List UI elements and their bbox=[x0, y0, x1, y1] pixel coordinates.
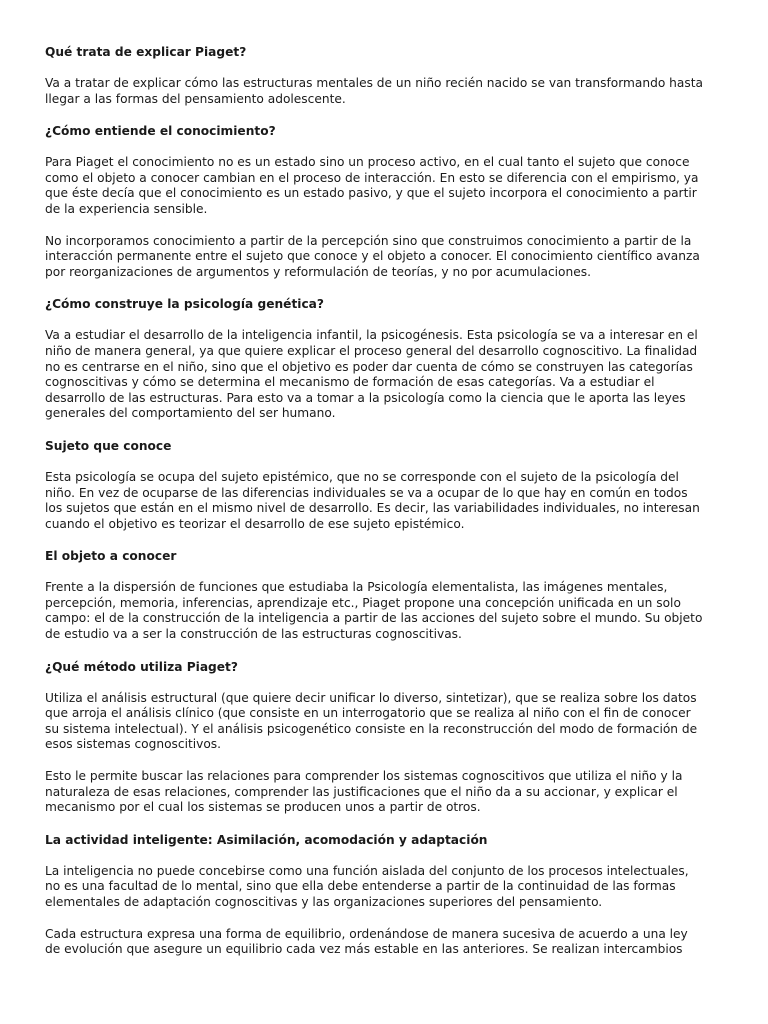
section-heading: ¿Cómo entiende el conocimiento? bbox=[45, 124, 276, 139]
section-metodo bbox=[45, 659, 724, 816]
section-heading: Qué trata de explicar Piaget? bbox=[45, 45, 247, 59]
paragraph: La inteligencia no puede concebirse como una función aislada del conjunto de los procesos intelectuales, no es una facultad de lo mental, sino que ella debe entenderse a partir de la continuidad de las formas elementales de adaptación cognoscitivas y las organizaciones superiores del pensamiento. bbox=[45, 863, 689, 909]
section-heading: El objeto a conocer bbox=[45, 549, 177, 564]
paragraph: Va a tratar de explicar cómo las estructuras mentales de un niño recién nacido se van transformando hasta llegar a las formas del pensamiento adolescente. bbox=[45, 76, 703, 106]
section-conocimiento bbox=[45, 123, 724, 280]
paragraph: Va a estudiar el desarrollo de la inteligencia infantil, la psicogénesis. Esta psicología se va a interesar en el niño de manera general, ya que quiere explicar el proceso general del desarrollo cognoscitivo. La finalidad no es centrarse en el niño, sino que el objetivo es poder dar cuenta de cómo se construyen las categorías cognoscitivas y cómo se determina el mecanismo de formación de esas categorías. Va a estudiar el desarrollo de las estructuras. Para esto va a tomar a la psicología como la ciencia que le aporta las leyes generales del comportamiento del ser humano. bbox=[45, 328, 698, 421]
section-heading: ¿Qué método utiliza Piaget? bbox=[45, 659, 238, 674]
paragraph: Frente a la dispersión de funciones que estudiaba la Psicología elementalista, las imágenes mentales, percepción, memoria, inferencias, aprendizaje etc., Piaget propone una concepción unificada en un solo campo: el de la construcción de la inteligencia a partir de las acciones del sujeto sobre el mundo. Su objeto de estudio va a ser la construcción de las estructuras cognoscitivas. bbox=[45, 580, 703, 642]
section-heading: La actividad inteligente: Asimilación, acomodación y adaptación bbox=[45, 832, 488, 847]
section-sujeto-que-conoce bbox=[45, 438, 724, 532]
section-objeto-a-conocer bbox=[45, 548, 724, 642]
paragraph: Cada estructura expresa una forma de equilibrio, ordenándose de manera sucesiva de acuerdo a una ley de evolución que asegure un equilibrio cada vez más estable en las anteriores. Se realizan intercambios bbox=[45, 926, 688, 957]
section-heading: Sujeto que conoce bbox=[45, 438, 172, 453]
paragraph: No incorporamos conocimiento a partir de la percepción sino que construimos conocimiento a partir de la interacción permanente entre el sujeto que conoce y el objeto a conocer. El conocimiento científico avanza por reorganizaciones de argumentos y reformulación de teorías, y no por acumulaciones. bbox=[45, 233, 700, 279]
paragraph: Esto le permite buscar las relaciones para comprender los sistemas cognoscitivos que utiliza el niño y la naturaleza de esas relaciones, comprender las justificaciones que el niño da a su accionar, y explicar el mecanismo por el cual los sistemas se producen unos a partir de otros. bbox=[45, 769, 683, 815]
section-psicologia-genetica bbox=[45, 296, 724, 422]
paragraph: Esta psicología se ocupa del sujeto epistémico, que no se corresponde con el sujeto de la psicología del niño. En vez de ocuparse de las diferencias individuales se va a ocupar de lo que hay en común en todos los sujetos que están en el mismo nivel de desarrollo. Es decir, las variabilidades individuales, no interesan cuando el objetivo es teorizar el desarrollo de ese sujeto epistémico. bbox=[45, 469, 700, 531]
section-actividad-inteligente bbox=[45, 832, 724, 958]
section-heading: ¿Cómo construye la psicología genética? bbox=[45, 297, 324, 312]
section-piaget-explica bbox=[45, 44, 724, 107]
paragraph: Utiliza el análisis estructural (que quiere decir unificar lo diverso, sintetizar), que se realiza sobre los datos que arroja el análisis clínico (que consiste en un interrogatorio que se realiza al niño con el fin de conocer su sistema intelectual). Y el análisis psicogenético consiste en la reconstrucción del modo de formación de esos sistemas cognoscitivos. bbox=[45, 690, 698, 752]
paragraph: Para Piaget el conocimiento no es un estado sino un proceso activo, en el cual tanto el sujeto que conoce como el objeto a conocer cambian en el proceso de interacción. En esto se diferencia con el empirismo, ya que éste decía que el conocimiento es un estado pasivo, y que el sujeto incorpora el conocimiento a partir de la experiencia sensible. bbox=[45, 155, 699, 216]
